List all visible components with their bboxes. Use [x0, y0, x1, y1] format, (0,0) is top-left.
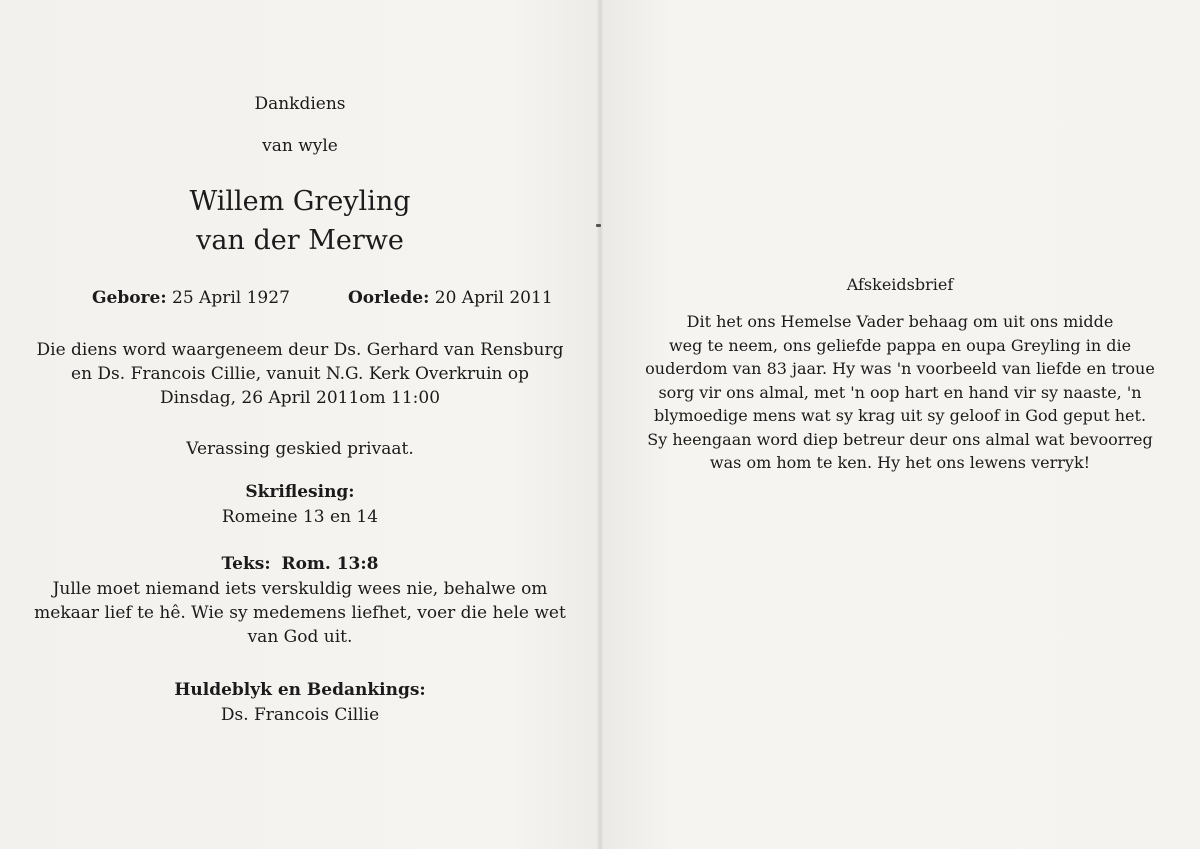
- born-label: Gebore:: [92, 288, 167, 308]
- letter-line: Sy heengaan word diep betreur deur ons almal wat bevoorreg: [647, 429, 1153, 449]
- letter-line: ouderdom van 83 jaar. Hy was 'n voorbeeld van liefde en troue: [645, 359, 1155, 378]
- died-date: 20 April 2011: [434, 288, 553, 308]
- died-label: Oorlede:: [348, 288, 430, 308]
- letter-line: blymoedige mens wat sy krag uit sy geloof in God geput het.: [653, 406, 1147, 425]
- service-heading: Dankdiens: [254, 94, 346, 114]
- right-page: [600, 0, 1200, 849]
- paper-speck: [596, 224, 601, 227]
- cremation-note: Verassing geskied privaat.: [186, 439, 414, 459]
- born-date: 25 April 1927: [172, 288, 290, 308]
- farewell-heading: Afskeidsbrief: [846, 275, 954, 294]
- service-line: en Ds. Francois Cillie, vanuit N.G. Kerk Overkruin op: [71, 364, 529, 384]
- tribute-speaker: Ds. Francois Cillie: [220, 705, 380, 725]
- service-details: [0, 338, 600, 410]
- service-line: Die diens word waargeneem deur Ds. Gerhard van Rensburg: [36, 340, 564, 360]
- letter-line: sorg vir ons almal, met 'n oop hart en hand vir sy naaste, 'n: [658, 382, 1142, 402]
- letter-line: weg te neem, ons geliefde pappa en oupa Greyling in die: [668, 335, 1132, 355]
- deceased-name-line1: Willem Greyling: [189, 186, 411, 217]
- died-date-group: [348, 286, 553, 310]
- bleed-through-text: [190, 22, 195, 40]
- reading-label: Skriflesing:: [245, 482, 355, 502]
- service-subheading: van wyle: [262, 136, 338, 156]
- text-body-line: van God uit.: [247, 627, 353, 647]
- text-label: Teks:: [221, 554, 271, 574]
- letter-line: Dit het ons Hemelse Vader behaag om uit ons midde: [686, 312, 1114, 331]
- text-body-line: mekaar lief te hê. Wie sy medemens liefhet, voer die hele wet: [34, 603, 566, 623]
- farewell-letter: [600, 310, 1200, 475]
- service-line: Dinsdag, 26 April 2011om 11:00: [159, 388, 441, 408]
- tribute-label: Huldeblyk en Bedankings:: [174, 680, 426, 700]
- born-date-group: [92, 286, 290, 310]
- deceased-name-line2: van der Merwe: [196, 225, 404, 256]
- text-heading: [0, 552, 600, 576]
- letter-line: was om hom te ken. Hy het ons lewens verryk!: [709, 453, 1091, 472]
- reading-reference: Romeine 13 en 14: [221, 507, 379, 527]
- text-body-line: Julle moet niemand iets verskuldig wees nie, behalwe om: [52, 579, 548, 599]
- text-body: [0, 577, 600, 649]
- text-reference: Rom. 13:8: [281, 554, 379, 574]
- center-fold: [597, 0, 603, 849]
